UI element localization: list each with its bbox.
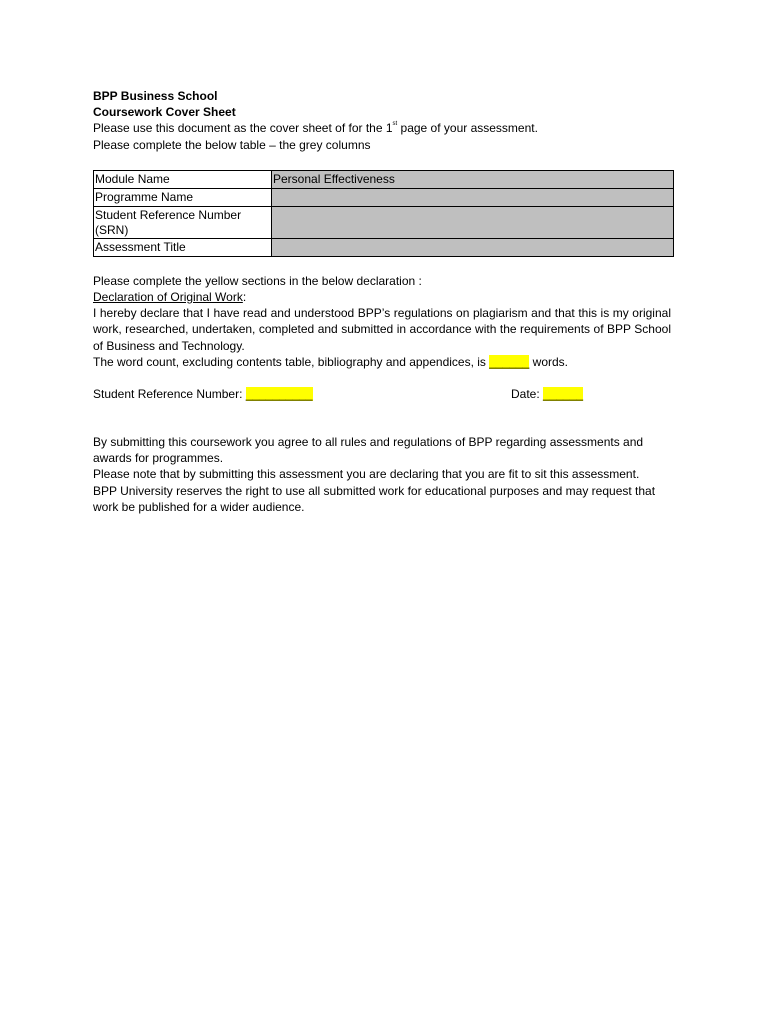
label-module-name: Module Name <box>94 170 272 188</box>
table-row <box>94 206 674 238</box>
word-count-post: words. <box>529 354 568 369</box>
date-label: Date: <box>511 387 544 402</box>
label-student-reference-number: Student Reference Number (SRN) <box>94 206 272 238</box>
spacer <box>93 402 671 434</box>
date-field[interactable]: ______ <box>543 387 584 402</box>
instruction-cover-sup: st <box>392 121 398 128</box>
instruction-cover-post: page of your assessment. <box>397 121 538 136</box>
srn-field[interactable]: __________ <box>245 387 313 402</box>
footer-agreement: By submitting this coursework you agree to all rules and regulations of BPP regarding assessments and awards for programmes. <box>93 435 644 466</box>
field-module-name[interactable]: Personal Effectiveness <box>272 170 674 188</box>
word-count-pre: The word count, excluding contents table, bibliography and appendices, is <box>93 354 490 369</box>
instruction-table: Please complete the below table – the grey columns <box>93 137 371 152</box>
declaration-intro: Please complete the yellow sections in the below declaration : <box>93 273 422 288</box>
footer-rights: BPP University reserves the right to use all submitted work for educational purposes and may request that work be published for a wider audience. <box>93 483 656 514</box>
table-row <box>94 188 674 206</box>
footer-fitness: Please note that by submitting this assessment you are declaring that you are fit to sit this assessment. <box>93 467 640 482</box>
cover-sheet <box>93 88 671 515</box>
table-row <box>94 238 674 256</box>
label-assessment-title: Assessment Title <box>94 238 272 256</box>
srn-line <box>93 386 313 402</box>
field-student-reference-number[interactable] <box>272 206 674 238</box>
srn-label: Student Reference Number: <box>93 387 246 402</box>
label-programme-name: Programme Name <box>94 188 272 206</box>
srn-date-row <box>93 386 671 402</box>
field-programme-name[interactable] <box>272 188 674 206</box>
word-count-line <box>93 354 671 370</box>
table-row <box>94 170 674 188</box>
word-count-field[interactable]: ______ <box>489 354 530 369</box>
instruction-cover-pre: Please use this document as the cover sheet of for the 1 <box>93 121 393 136</box>
declaration-heading-line <box>93 289 671 305</box>
declaration-heading-suffix: : <box>242 290 247 305</box>
instruction-cover <box>93 120 671 136</box>
cover-table <box>93 170 674 257</box>
declaration-body: I hereby declare that I have read and understood BPP’s regulations on plagiarism and that this is my original work, researched, undertaken, completed and submitted in accordance with the requirements of BPP School of Business and Technology. <box>93 306 671 353</box>
date-line <box>511 386 583 402</box>
document-title: Coursework Cover Sheet <box>93 105 236 120</box>
field-assessment-title[interactable] <box>272 238 674 256</box>
declaration-heading: Declaration of Original Work <box>93 290 243 305</box>
school-name: BPP Business School <box>93 89 218 103</box>
